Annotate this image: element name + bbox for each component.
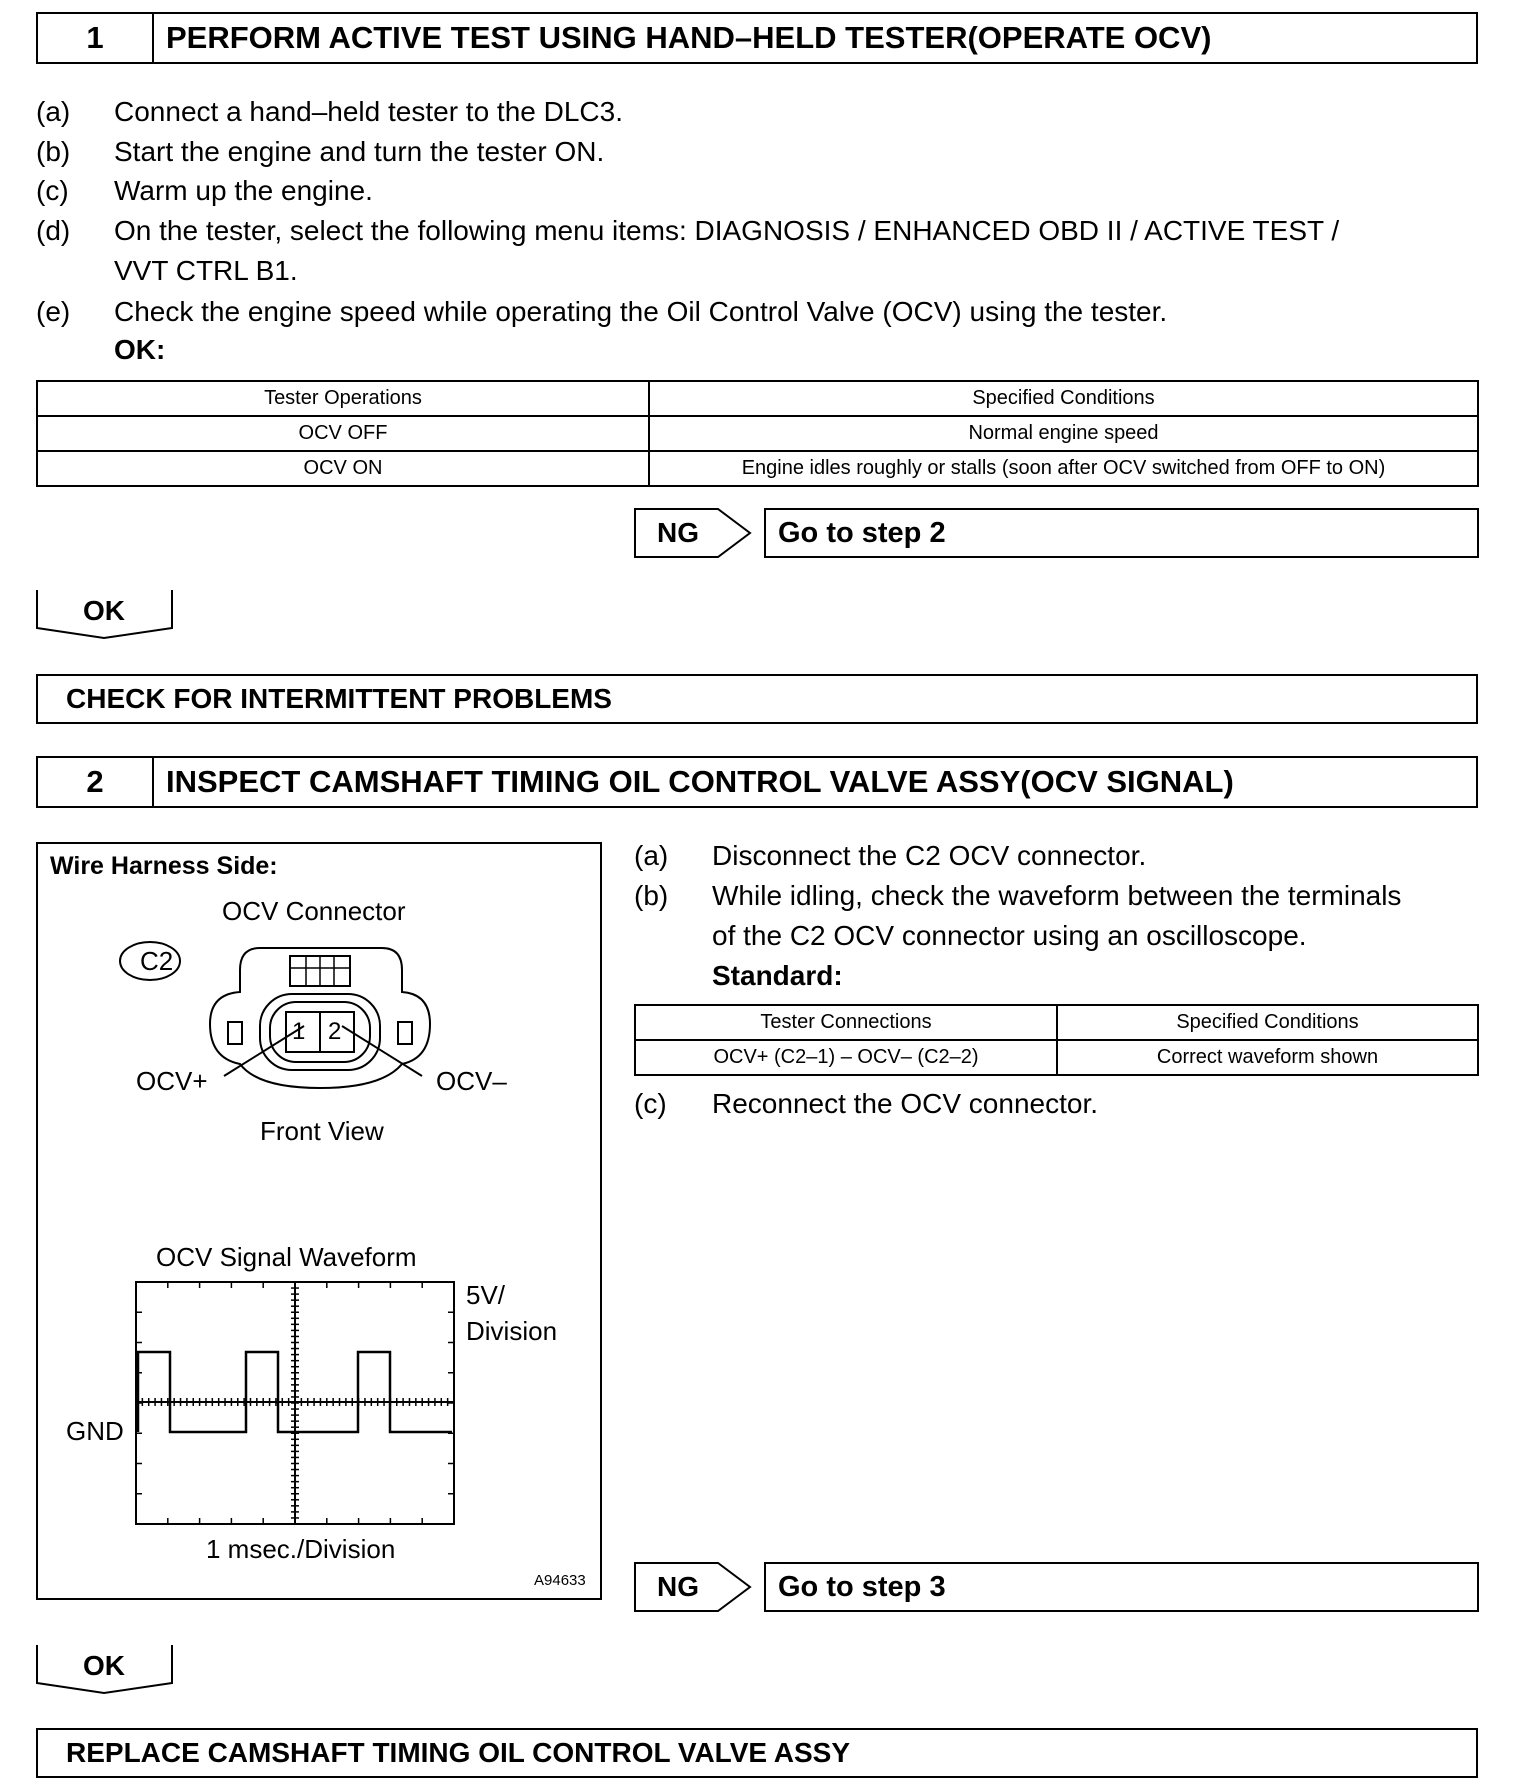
item-label: (a) — [634, 840, 669, 871]
item-text: On the tester, select the following menu items: DIAGNOSIS / ENHANCED OBD II / ACTIVE TEST / — [114, 215, 1340, 246]
item-text: Start the engine and turn the tester ON. — [114, 136, 605, 167]
ng-label: NG — [657, 1571, 699, 1602]
table-header: Specified Conditions — [649, 381, 1478, 416]
connector-code-label: C2 — [140, 946, 174, 976]
table-cell: Engine idles roughly or stalls (soon after OCV switched from OFF to ON) — [649, 451, 1478, 486]
item-label: (e) — [36, 296, 71, 327]
item-label: (b) — [36, 136, 71, 167]
table-row — [37, 451, 1478, 486]
table-cell: OCV OFF — [37, 416, 649, 451]
table-header: Tester Operations — [37, 381, 649, 416]
ok-spec-label: OK: — [114, 334, 166, 365]
item-text: While idling, check the waveform between the terminals — [712, 880, 1402, 911]
front-view-label: Front View — [260, 1116, 384, 1146]
standard-label: Standard: — [712, 960, 843, 991]
time-division-label: 1 msec./Division — [206, 1534, 396, 1564]
figure-id: A94633 — [534, 1572, 586, 1589]
step-1-result: CHECK FOR INTERMITTENT PROBLEMS — [36, 674, 1478, 724]
step-number: 1 — [38, 14, 154, 62]
table-header: Tester Connections — [635, 1005, 1057, 1040]
item-text-continued: VVT CTRL B1. — [114, 255, 298, 286]
step-1-header — [36, 12, 1478, 64]
table-header-row — [37, 381, 1478, 416]
item-text: Disconnect the C2 OCV connector. — [712, 840, 1147, 871]
ok-tab — [36, 1645, 176, 1695]
pin-1-label: 1 — [292, 1018, 306, 1045]
ok-tab — [36, 590, 176, 640]
table-row — [635, 1040, 1478, 1075]
volt-division-label-2: Division — [466, 1316, 558, 1346]
ok-label: OK — [83, 1650, 125, 1681]
ng-label: NG — [657, 517, 699, 548]
item-label: (c) — [36, 175, 69, 206]
item-text: Connect a hand–held tester to the DLC3. — [114, 96, 624, 127]
item-text: Reconnect the OCV connector. — [712, 1088, 1098, 1119]
go-to-step-3: Go to step 3 — [764, 1562, 1479, 1612]
table-cell: Normal engine speed — [649, 416, 1478, 451]
step-2-result: REPLACE CAMSHAFT TIMING OIL CONTROL VALVE ASSY — [36, 1728, 1478, 1778]
item-label: (c) — [634, 1088, 667, 1119]
table-cell: OCV ON — [37, 451, 649, 486]
step-2-header — [36, 756, 1478, 808]
item-text: Check the engine speed while operating the Oil Control Valve (OCV) using the tester. — [114, 296, 1168, 327]
item-text-continued: of the C2 OCV connector using an oscilloscope. — [712, 920, 1307, 951]
ng-arrow-tab — [634, 1562, 752, 1612]
table-header: Specified Conditions — [1057, 1005, 1478, 1040]
wire-harness-figure — [36, 842, 602, 1600]
ocv-minus-label: OCV– — [436, 1066, 507, 1096]
step-number: 2 — [38, 758, 154, 806]
table-cell: Correct waveform shown — [1057, 1040, 1478, 1075]
go-to-step-2: Go to step 2 — [764, 508, 1479, 558]
step-title: PERFORM ACTIVE TEST USING HAND–HELD TESTER(OPERATE OCV) — [166, 20, 1212, 55]
waveform-title: OCV Signal Waveform — [156, 1242, 417, 1272]
connector-title: OCV Connector — [222, 896, 406, 926]
volt-division-label: 5V/ — [466, 1280, 506, 1310]
step-title: INSPECT CAMSHAFT TIMING OIL CONTROL VALVE ASSY(OCV SIGNAL) — [166, 764, 1234, 799]
connector-drawing — [38, 844, 600, 1598]
step-1-spec-table — [36, 380, 1479, 487]
ng-arrow-tab — [634, 508, 752, 558]
figure-heading: Wire Harness Side: — [50, 852, 278, 880]
step-2-spec-table — [634, 1004, 1479, 1076]
item-label: (a) — [36, 96, 71, 127]
ok-label: OK — [83, 595, 125, 626]
item-text: Warm up the engine. — [114, 175, 373, 206]
ocv-plus-label: OCV+ — [136, 1066, 208, 1096]
item-label: (d) — [36, 215, 71, 246]
gnd-label: GND — [66, 1416, 124, 1446]
item-label: (b) — [634, 880, 669, 911]
table-header-row — [635, 1005, 1478, 1040]
table-row — [37, 416, 1478, 451]
pin-2-label: 2 — [328, 1018, 342, 1045]
table-cell: OCV+ (C2–1) – OCV– (C2–2) — [635, 1040, 1057, 1075]
